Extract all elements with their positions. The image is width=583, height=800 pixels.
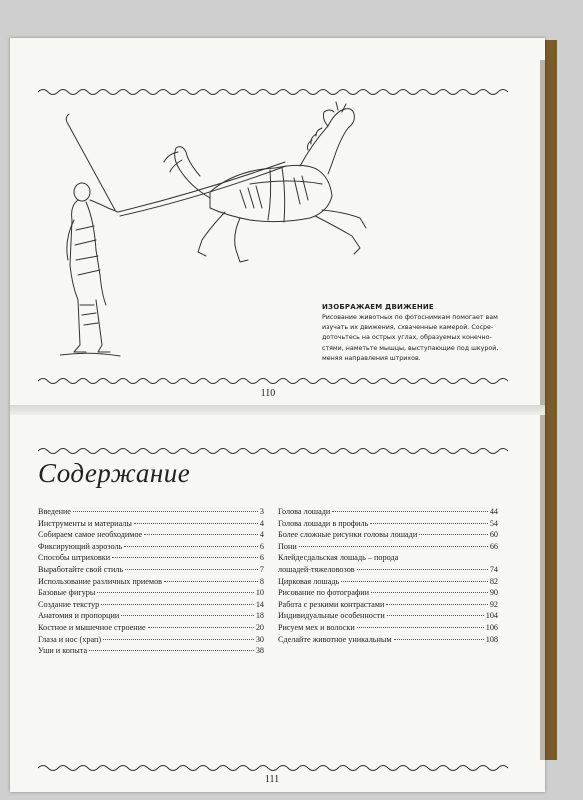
caption-line: меняя направления штрихов. [322,354,421,362]
toc-entry [38,635,264,647]
caption-title: ИЗОБРАЖАЕМ ДВИЖЕНИЕ [322,303,434,311]
toc-leader-dots [332,511,488,512]
toc-entry-page: 38 [255,646,264,656]
toc-entry-title: Работа с резкими контрастами [278,599,385,609]
toc-leader-dots [341,581,488,582]
toc-entry-page: 7 [259,564,264,574]
toc-leader-dots [148,627,254,628]
toc-leader-dots [419,534,488,535]
toc-leader-dots [357,627,484,628]
page-number-110: 110 [260,388,276,399]
toc-entry-page: 106 [485,622,498,632]
toc-entry-page: 3 [259,507,264,516]
page-fold [10,405,545,415]
toc-entry-page: 108 [485,634,498,644]
toc-leader-dots [125,569,258,570]
toc-entry-page: 60 [489,530,498,540]
toc-entry-page: 8 [259,576,264,586]
toc-entry [38,600,264,612]
toc-entry-title: Глаза и нос (храп) [38,634,102,644]
toc-entry [38,623,264,635]
lower-bottom-wavy-rule [38,762,508,774]
toc-leader-dots [103,639,254,640]
toc-entry-title: лошадей-тяжеловозов [278,564,355,574]
toc-entry [278,553,498,565]
toc-entry [278,519,498,531]
page-number-111: 111 [264,774,280,785]
toc-entry-title: Рисуем мех и волоски [278,622,355,632]
toc-entry-title: Рисование по фотографии [278,588,370,598]
toc-entry-page: 82 [489,576,498,586]
toc-entry-title: Создание текстур [38,599,100,609]
caption-body [322,313,504,364]
toc-entry [38,588,264,600]
toc-entry-title: Анатомия и пропорции [38,611,120,621]
toc-title: Содержание [38,458,191,488]
toc-entry-title: Сделайте животное уникальным [278,634,392,644]
toc-leader-dots [112,557,258,558]
toc-entry-page: 90 [489,588,498,598]
toc-leader-dots [387,615,484,616]
toc-entry [278,600,498,612]
toc-leader-dots [394,639,484,640]
toc-entry [38,577,264,589]
toc-entry [38,519,264,531]
toc-entry [278,565,498,577]
toc-entry-title: Голова лошади в профиль [278,518,369,528]
toc-entry-page: 44 [489,507,498,516]
toc-leader-dots [121,615,254,616]
toc-entry [38,646,264,658]
toc-entry [38,553,264,565]
caption-line: Рисование животных по фотоснимкам помогает вам [322,314,498,321]
toc-leader-dots [144,534,258,535]
toc-entry-page: 6 [259,541,264,551]
toc-entry [38,530,264,542]
caption-line: изучать их движения, схваченные камерой. Сосре- [322,324,494,332]
toc-entry [38,611,264,623]
toc-entry-page: 66 [489,541,498,551]
toc-entry-title: Выработайте свой стиль [38,564,124,574]
toc-leader-dots [124,546,258,547]
toc-leader-dots [370,523,487,524]
caption-line: доточьтесь на острых углах, образуемых конечно- [322,334,492,342]
toc-entry-page: 30 [255,634,264,644]
toc-entry-title: Голова лошади [278,507,331,516]
toc-entry-title: Пони [278,541,297,551]
toc-entry-title: Индивидуальные особенности [278,611,385,621]
toc-entry [278,530,498,542]
toc-entry-title: Собираем самое необходимое [38,530,143,540]
toc-entry-page: 4 [259,530,264,540]
book-cover-edge [545,40,557,760]
toc-leader-dots [357,569,488,570]
toc-entry-page: 74 [489,564,498,574]
lower-top-wavy-rule [38,445,508,457]
toc-entry [278,507,498,519]
toc-entry-title: Использование различных приемов [38,576,163,586]
toc-entry-page: 20 [255,622,264,632]
toc-leader-dots [164,581,258,582]
toc-entry [38,565,264,577]
toc-entry [38,507,264,519]
toc-entry-title: Способы штриховки [38,553,111,563]
toc-entry [278,577,498,589]
toc-entry-page: 4 [259,518,264,528]
toc-leader-dots [134,523,258,524]
toc-leader-dots [97,592,253,593]
toc-entry-title: Цирковая лошадь [278,576,340,586]
toc-leader-dots [299,546,488,547]
toc-entry-title: Костное и мышечное строение [38,622,146,632]
toc-entry-title: Введение [38,507,72,516]
toc-entry-page: 6 [259,553,264,563]
toc-right-column [278,507,498,646]
toc-entry [278,588,498,600]
toc-entry-title: Фиксирующий аэрозоль [38,541,123,551]
toc-entry-title: Базовые фигуры [38,588,96,598]
toc-entry [278,635,498,647]
toc-entry [38,542,264,554]
illustration-caption [322,303,504,364]
toc-entry-title: Уши и копыта [38,646,88,656]
top-wavy-rule [38,86,508,98]
caption-line: стями, наметьте мышцы, выступающие под шкурой, [322,344,499,352]
toc-entry [278,623,498,635]
toc-entry-page: 54 [489,518,498,528]
toc-entry [278,542,498,554]
toc-entry-page: 104 [485,611,498,621]
toc-leader-dots [371,592,488,593]
toc-leader-dots [101,604,254,605]
toc-entry-page: 92 [489,599,498,609]
toc-leader-dots [89,650,254,651]
toc-entry-title: Клейдесдальская лошадь – порода [278,553,399,563]
toc-left-column [38,507,264,658]
toc-leader-dots [73,511,258,512]
toc-entry-title: Инструменты и материалы [38,518,132,528]
toc-entry-page: 18 [255,611,264,621]
toc-entry-title: Более сложные рисунки головы лошади [278,530,418,540]
toc-entry [278,611,498,623]
toc-entry-page: 10 [255,588,264,598]
toc-leader-dots [386,604,487,605]
upper-bottom-wavy-rule [38,375,508,387]
toc-entry-page: 14 [255,599,264,609]
